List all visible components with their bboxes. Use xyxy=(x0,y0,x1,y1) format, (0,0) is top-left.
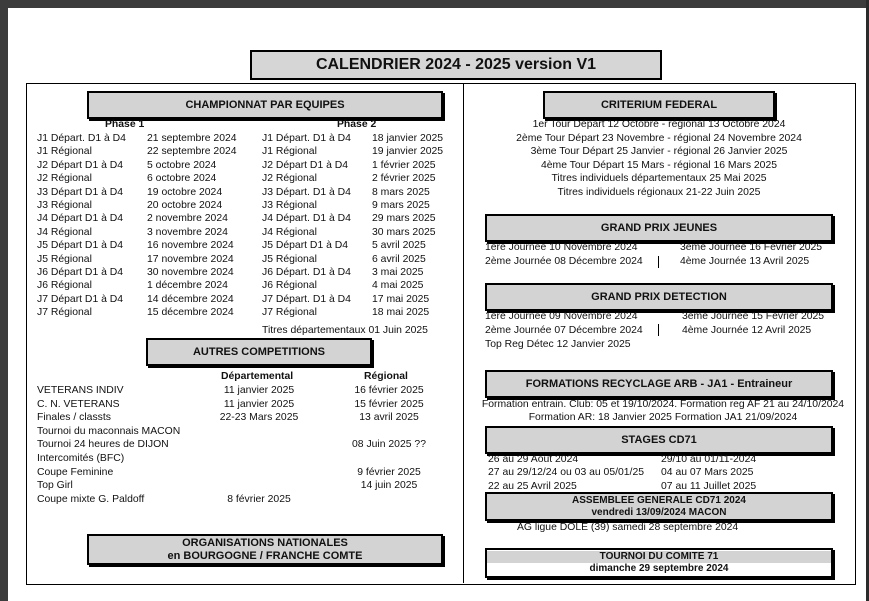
match-date: 9 mars 2025 xyxy=(372,199,430,211)
formations-line2: Formation AR: 18 Janvier 2025 Formation JA1 21/09/2024 xyxy=(528,412,798,423)
match-label: J2 Régional xyxy=(37,173,92,185)
match-date: 6 octobre 2024 xyxy=(147,173,217,185)
journee-right: 3ème Journée 16 Fevrier 2025 xyxy=(680,242,823,253)
match-label: J1 Régional xyxy=(262,146,317,158)
journee-left: 1ère Journée 10 Novembre 2024 xyxy=(485,242,638,253)
column-divider xyxy=(463,83,464,583)
tournoi-box xyxy=(485,548,833,578)
gp-detection-header: GRAND PRIX DETECTION xyxy=(485,283,833,311)
match-label: J6 Régional xyxy=(262,280,317,292)
match-label: J5 Régional xyxy=(37,253,92,265)
match-label: J4 Départ. D1 à D4 xyxy=(262,213,351,225)
autres-list xyxy=(37,384,457,506)
stage-left: 26 au 29 Aout 2024 xyxy=(488,454,579,465)
match-date: 19 janvier 2025 xyxy=(372,146,444,158)
criterium-line: 3ème Tour Départ 25 Janvier - régional 26 Janvier 2025 xyxy=(530,146,788,158)
match-date: 6 avril 2025 xyxy=(372,253,426,265)
match-label: J6 Régional xyxy=(37,280,92,292)
match-date: 3 novembre 2024 xyxy=(147,226,228,238)
match-label: J6 Départ. D1 à D4 xyxy=(262,266,351,278)
championnat-header: CHAMPIONNAT PAR EQUIPES xyxy=(87,91,443,119)
stage-left: 22 au 25 Avril 2025 xyxy=(488,480,577,492)
match-date: 5 octobre 2024 xyxy=(147,159,217,171)
match-label: J7 Départ D1 à D4 xyxy=(37,293,124,305)
stage-right: 07 au 11 Juillet 2025 xyxy=(661,480,757,492)
criterium-line: Titres individuels départementaux 25 Mai 2025 xyxy=(551,173,767,185)
match-label: J3 Régional xyxy=(262,199,317,211)
competition-name: Tournoi du maconnais MACON xyxy=(37,425,181,437)
match-date: 22 septembre 2024 xyxy=(147,146,237,158)
competition-name: Coupe mixte G. Paldoff xyxy=(37,493,145,505)
match-label: J4 Régional xyxy=(37,226,92,238)
organisations-header xyxy=(87,534,443,565)
match-label: J4 Départ D1 à D4 xyxy=(37,213,124,225)
col-regional: Régional xyxy=(364,371,408,382)
titres-departementaux: Titres départementaux 01 Juin 2025 xyxy=(262,325,428,336)
competition-reg-date: 13 avril 2025 xyxy=(359,412,419,424)
autres-header: AUTRES COMPETITIONS xyxy=(146,338,372,366)
match-date: 30 novembre 2024 xyxy=(147,266,234,278)
competition-row xyxy=(37,493,457,507)
journee-left: 1ère Journée 09 Novembre 2024 xyxy=(485,311,638,322)
match-date: 20 octobre 2024 xyxy=(147,199,223,211)
competition-dep-date: 22-23 Mars 2025 xyxy=(219,412,299,424)
criterium-line: 2ème Tour Départ 23 Novembre - régional 24 Novembre 2024 xyxy=(516,132,802,144)
match-date: 3 mai 2025 xyxy=(372,266,424,278)
competition-row xyxy=(37,425,457,439)
competition-row xyxy=(37,438,457,452)
match-label: J2 Départ D1 à D4 xyxy=(262,159,349,171)
competition-row xyxy=(37,398,457,412)
match-date: 17 mai 2025 xyxy=(372,293,430,305)
match-label: J6 Départ D1 à D4 xyxy=(37,266,124,278)
assemblee-line1: ASSEMBLEE GENERALE CD71 2024 xyxy=(572,494,746,506)
match-label: J2 Régional xyxy=(262,173,317,185)
formations-line1: Formation entrain. Club: 05 et 19/10/2024. Formation reg AF 21 au 24/10/2024 xyxy=(481,399,845,410)
match-date: 14 décembre 2024 xyxy=(147,293,234,305)
competition-row xyxy=(37,452,457,466)
competition-row xyxy=(37,466,457,480)
competition-name: C. N. VETERANS xyxy=(37,398,120,410)
tournoi-line1: TOURNOI DU COMITE 71 xyxy=(487,551,831,563)
match-label: J5 Départ D1 à D4 xyxy=(262,240,349,252)
journee-left: 2ème Journée 08 Décembre 2024 xyxy=(485,255,643,267)
match-date: 16 novembre 2024 xyxy=(147,240,234,252)
match-label: J3 Départ D1 à D4 xyxy=(37,186,124,198)
match-date: 4 mai 2025 xyxy=(372,280,424,292)
competition-dep-date: 11 janvier 2025 xyxy=(223,385,295,396)
stage-right: 04 au 07 Mars 2025 xyxy=(661,467,754,479)
competition-dep-date: 11 janvier 2025 xyxy=(223,398,295,410)
phase1-label: Phase 1 xyxy=(105,119,145,130)
match-date: 18 janvier 2025 xyxy=(372,133,444,144)
journee-right: 3ème Journée 15 Fevrier 2025 xyxy=(682,311,825,322)
top-reg-detec: Top Reg Détec 12 Janvier 2025 xyxy=(485,339,631,350)
journee-right: 4ème Journée 13 Avril 2025 xyxy=(680,255,810,267)
match-date: 19 octobre 2024 xyxy=(147,186,223,198)
separator-mark xyxy=(658,324,659,336)
competition-reg-date: 9 février 2025 xyxy=(357,466,421,478)
competition-name: Intercomités (BFC) xyxy=(37,452,125,464)
match-date: 30 mars 2025 xyxy=(372,226,436,238)
competition-row xyxy=(37,411,457,425)
document-title: CALENDRIER 2024 - 2025 version V1 xyxy=(250,50,662,80)
competition-name: Tournoi 24 heures de DIJON xyxy=(37,439,169,451)
match-label: J1 Départ. D1 à D4 xyxy=(37,133,126,144)
stages-header: STAGES CD71 xyxy=(485,426,833,454)
separator-mark xyxy=(658,256,659,268)
competition-name: Coupe Feminine xyxy=(37,466,114,478)
criterium-header: CRITERIUM FEDERAL xyxy=(543,91,775,119)
match-label: J1 Départ. D1 à D4 xyxy=(262,133,351,144)
competition-reg-date: 08 Juin 2025 ?? xyxy=(352,439,426,451)
competition-reg-date: 15 février 2025 xyxy=(354,398,424,410)
match-label: J7 Régional xyxy=(262,307,317,319)
match-label: J4 Régional xyxy=(262,226,317,238)
stage-left: 27 au 29/12/24 ou 03 au 05/01/25 xyxy=(488,467,645,479)
match-date: 29 mars 2025 xyxy=(372,213,436,225)
match-label: J3 Départ. D1 à D4 xyxy=(262,186,351,198)
gp-jeunes-header: GRAND PRIX JEUNES xyxy=(485,214,833,242)
competition-name: Top Girl xyxy=(37,480,73,492)
phase2-label: Phase 2 xyxy=(337,119,377,130)
organisations-line1: ORGANISATIONS NATIONALES xyxy=(182,536,348,549)
match-date: 5 avril 2025 xyxy=(372,240,426,252)
competition-dep-date: 8 février 2025 xyxy=(227,493,291,505)
match-date: 17 novembre 2024 xyxy=(147,253,234,265)
assemblee-line2: vendredi 13/09/2024 MACON xyxy=(591,506,727,518)
competition-name: VETERANS INDIV xyxy=(37,385,124,396)
match-date: 1 février 2025 xyxy=(372,159,436,171)
organisations-line2: en BOURGOGNE / FRANCHE COMTE xyxy=(167,549,363,562)
match-date: 2 novembre 2024 xyxy=(147,213,228,225)
assemblee-header xyxy=(485,492,833,521)
match-label: J5 Régional xyxy=(262,253,317,265)
journee-left: 2ème Journée 07 Décembre 2024 xyxy=(485,324,643,336)
match-label: J7 Régional xyxy=(37,307,92,319)
competition-reg-date: 14 juin 2025 xyxy=(360,480,418,492)
match-date: 2 février 2025 xyxy=(372,173,436,185)
competition-row xyxy=(37,479,457,493)
journee-right: 4ème Journée 12 Avril 2025 xyxy=(682,324,812,336)
formations-header: FORMATIONS RECYCLAGE ARB - JA1 - Entraineur xyxy=(485,370,833,398)
tournoi-line2: dimanche 29 septembre 2024 xyxy=(589,563,729,574)
criterium-list xyxy=(466,118,852,200)
match-date: 21 septembre 2024 xyxy=(147,133,237,144)
criterium-line: 1er Tour Départ 12 Octobre - régional 13 Octobre 2024 xyxy=(532,119,786,130)
match-label: J1 Régional xyxy=(37,146,92,158)
competition-row xyxy=(37,384,457,398)
col-departemental: Départemental xyxy=(221,371,294,382)
competition-reg-date: 16 février 2025 xyxy=(354,385,424,396)
criterium-line: 4ème Tour Départ 15 Mars - régional 16 Mars 2025 xyxy=(540,159,778,171)
match-label: J5 Départ D1 à D4 xyxy=(37,240,124,252)
match-label: J2 Départ D1 à D4 xyxy=(37,159,124,171)
ag-ligue: AG ligue DOLE (39) samedi 28 septembre 2024 xyxy=(517,522,739,533)
match-date: 15 décembre 2024 xyxy=(147,307,234,319)
match-date: 18 mai 2025 xyxy=(372,307,430,319)
criterium-line: Titres individuels régionaux 21-22 Juin 2025 xyxy=(557,186,761,198)
match-label: J3 Régional xyxy=(37,199,92,211)
match-date: 1 décembre 2024 xyxy=(147,280,228,292)
competition-name: Finales / classts xyxy=(37,412,111,424)
match-date: 8 mars 2025 xyxy=(372,186,430,198)
stage-right: 29/10 au 01/11-2024 xyxy=(661,454,757,465)
match-label: J7 Départ. D1 à D4 xyxy=(262,293,351,305)
